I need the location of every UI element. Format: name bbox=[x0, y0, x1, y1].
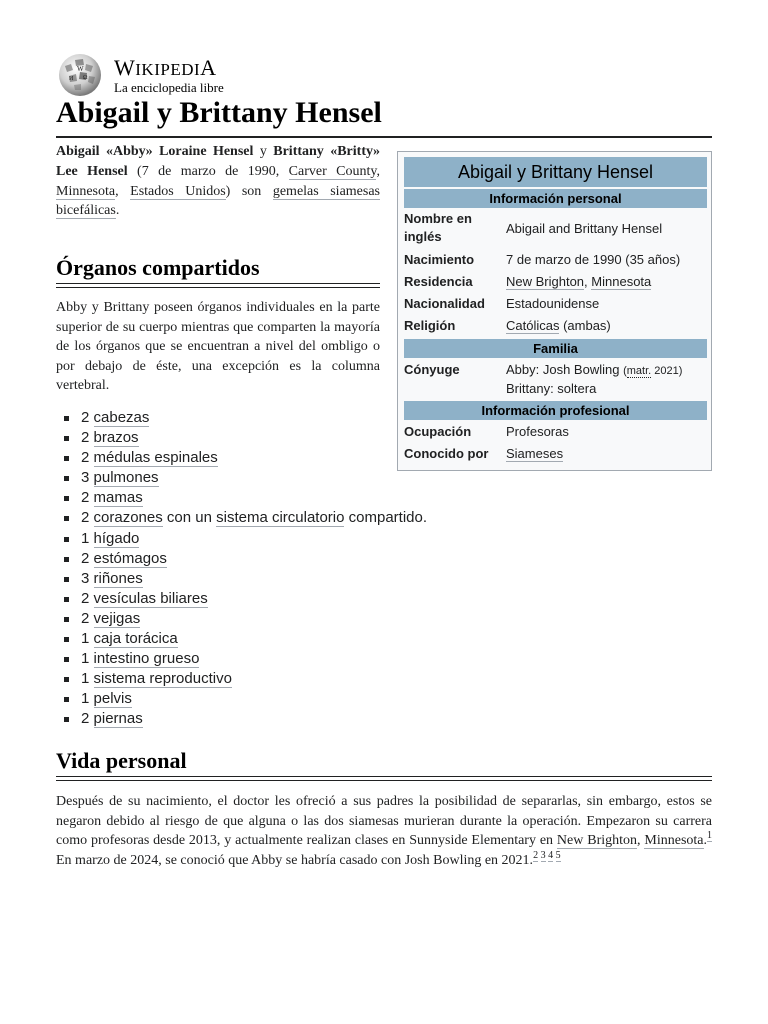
link-estados-unidos[interactable]: Estados Unidos bbox=[130, 183, 226, 199]
vida-text: . bbox=[703, 833, 707, 849]
list-item bbox=[64, 589, 427, 609]
link-siameses[interactable]: Siameses bbox=[506, 446, 564, 461]
list-item bbox=[64, 649, 427, 669]
svg-text:Ω: Ω bbox=[83, 75, 88, 81]
organ-count: 2 bbox=[81, 509, 94, 527]
link-minnesota[interactable]: Minnesota bbox=[644, 833, 704, 849]
organ-link[interactable]: sistema circulatorio bbox=[216, 509, 345, 527]
infobox-value-conocido bbox=[506, 445, 706, 463]
reference-link[interactable]: 4 bbox=[548, 849, 554, 861]
organ-count: 1 bbox=[81, 650, 94, 668]
brand-name-tail: IKIPEDI bbox=[135, 59, 201, 79]
organ-count: 2 bbox=[81, 409, 94, 426]
section-divider bbox=[56, 776, 712, 777]
infobox-label-religion: Religión bbox=[404, 318, 456, 333]
organ-link[interactable]: médulas espinales bbox=[93, 449, 218, 467]
infobox-value-suffix: (ambas) bbox=[559, 318, 611, 333]
brand-tagline: La enciclopedia libre bbox=[114, 79, 224, 95]
infobox-section-profesional: Información profesional bbox=[404, 401, 707, 420]
organ-link[interactable]: sistema reproductivo bbox=[93, 670, 232, 688]
link-catolicas[interactable]: Católicas bbox=[506, 318, 560, 333]
list-item bbox=[64, 468, 427, 488]
brand bbox=[114, 54, 224, 95]
organ-link[interactable]: pulmones bbox=[93, 469, 159, 487]
organ-count: 3 bbox=[81, 569, 94, 587]
organ-link[interactable]: hígado bbox=[93, 529, 140, 547]
intro-text: (7 de marzo de 1990, bbox=[127, 163, 289, 179]
organ-count: 1 bbox=[81, 630, 94, 648]
infobox-value-ocupacion: Profesoras bbox=[506, 424, 569, 439]
vida-text: Después de su nacimiento, el doctor les ofreció a sus padres la posibilidad de separarlas, sin embargo, estos se negaron debido al riesgo de que alguna o las dos siamesas murieran durante la operación. Empezaron su carrera como profesoras desde 2013, y actualmente realizan clases en Sunnyside Elementary en bbox=[56, 794, 712, 849]
organ-count: 2 bbox=[81, 489, 94, 507]
subject-name-1: Abigail «Abby» Loraine Hensel bbox=[56, 144, 254, 159]
organ-count: 3 bbox=[81, 469, 94, 487]
link-minnesota[interactable]: Minnesota bbox=[56, 183, 116, 199]
intro-text: , bbox=[376, 163, 380, 179]
bullet-icon bbox=[64, 617, 69, 622]
section-divider bbox=[56, 287, 380, 288]
reference-link[interactable]: 2 bbox=[533, 849, 539, 861]
organ-count: 2 bbox=[81, 609, 94, 627]
organ-link[interactable]: vejigas bbox=[93, 609, 141, 627]
infobox-value-residencia bbox=[506, 273, 706, 291]
link-new-brighton[interactable]: New Brighton bbox=[506, 274, 585, 289]
bullet-icon bbox=[64, 416, 69, 421]
organ-link[interactable]: corazones bbox=[93, 509, 163, 527]
list-item bbox=[64, 488, 427, 508]
organ-link[interactable]: caja torácica bbox=[93, 630, 178, 648]
infobox bbox=[397, 151, 712, 471]
list-item bbox=[64, 549, 427, 569]
infobox-label-nacionalidad: Nacionalidad bbox=[404, 296, 485, 311]
site-header bbox=[55, 52, 224, 98]
infobox-value-nacimiento: 7 de marzo de 1990 (35 años) bbox=[506, 252, 681, 267]
organ-link[interactable]: mamas bbox=[93, 489, 143, 507]
infobox-title: Abigail y Brittany Hensel bbox=[404, 157, 707, 187]
marriage-abbr: matr. bbox=[626, 365, 652, 377]
organ-list bbox=[64, 408, 427, 730]
infobox-value-conyuge bbox=[506, 361, 706, 398]
marriage-year: 2021 bbox=[651, 365, 679, 377]
organ-link[interactable]: intestino grueso bbox=[93, 650, 200, 668]
paren: ) bbox=[678, 365, 683, 377]
svg-text:W: W bbox=[77, 65, 84, 73]
section-divider bbox=[56, 780, 712, 781]
organ-count: 2 bbox=[81, 589, 94, 607]
organ-count: 2 bbox=[81, 549, 94, 567]
list-item bbox=[64, 709, 427, 729]
reference-1[interactable] bbox=[707, 830, 712, 842]
list-item bbox=[64, 408, 427, 428]
infobox-value-religion bbox=[506, 317, 706, 335]
wikipedia-globe-icon[interactable] bbox=[55, 52, 105, 98]
list-item bbox=[64, 609, 427, 629]
reference-link[interactable]: 1 bbox=[707, 830, 712, 842]
organ-link[interactable]: pelvis bbox=[93, 690, 132, 708]
organ-count: 2 bbox=[81, 449, 94, 467]
reference-link[interactable]: 5 bbox=[555, 849, 561, 861]
organ-link[interactable]: piernas bbox=[93, 710, 143, 728]
conyuge-text: Abby: Josh Bowling bbox=[506, 362, 624, 377]
link-bicefalicas[interactable]: bicefálicas bbox=[56, 203, 116, 219]
bullet-icon bbox=[64, 637, 69, 642]
list-item bbox=[64, 629, 427, 649]
organ-suffix: con un bbox=[162, 509, 217, 527]
bullet-icon bbox=[64, 436, 69, 441]
infobox-label-ocupacion: Ocupación bbox=[404, 424, 472, 439]
organ-count: 1 bbox=[81, 529, 94, 547]
infobox-label-residencia: Residencia bbox=[404, 274, 473, 289]
infobox-label-nombre: Nombre en inglés bbox=[404, 211, 472, 244]
organos-paragraph: Abby y Brittany poseen órganos individuales en la parte superior de su cuerpo mientras que comparten la mayoría de los órganos que se encuentran a nivel del ombligo o por debajo de éste, una excepción es la columna vertebral. bbox=[56, 300, 380, 394]
section-divider bbox=[56, 283, 380, 284]
organ-count: 1 bbox=[81, 670, 94, 688]
list-item bbox=[64, 529, 427, 549]
bullet-icon bbox=[64, 677, 69, 682]
list-item bbox=[64, 689, 427, 709]
list-item bbox=[64, 569, 427, 589]
infobox-label-conyuge: Cónyuge bbox=[404, 362, 460, 377]
bullet-icon bbox=[64, 496, 69, 501]
organ-count: 1 bbox=[81, 690, 94, 708]
list-item bbox=[64, 669, 427, 689]
organ-count: 2 bbox=[81, 710, 94, 728]
title-divider bbox=[56, 136, 712, 138]
infobox-section-familia: Familia bbox=[404, 339, 707, 358]
link-gemelas-siamesas[interactable]: gemelas siamesas bbox=[272, 183, 381, 199]
link-new-brighton[interactable]: New Brighton bbox=[556, 833, 638, 849]
intro-paragraph bbox=[56, 142, 380, 221]
link-carver-county[interactable]: Carver County bbox=[288, 163, 377, 179]
list-item bbox=[64, 508, 427, 528]
section-heading-organos: Órganos compartidos bbox=[56, 255, 260, 280]
intro-text: y bbox=[253, 144, 274, 159]
conyuge-line-1 bbox=[506, 361, 706, 380]
reference-link[interactable]: 3 bbox=[540, 849, 546, 861]
intro-text: ) son bbox=[225, 183, 273, 199]
conyuge-marriage bbox=[623, 365, 682, 378]
infobox-section-personal: Información personal bbox=[404, 189, 707, 208]
vida-paragraph bbox=[56, 792, 712, 870]
conyuge-line-2: Brittany: soltera bbox=[506, 381, 597, 396]
link-minnesota[interactable]: Minnesota bbox=[591, 274, 652, 289]
references-group bbox=[533, 850, 561, 862]
vida-text: , bbox=[637, 833, 645, 849]
organ-suffix: compartido. bbox=[344, 509, 428, 527]
section-heading-vida: Vida personal bbox=[56, 748, 187, 773]
paren: ( bbox=[623, 365, 627, 377]
bullet-icon bbox=[64, 597, 69, 602]
infobox-separator: , bbox=[584, 274, 592, 289]
bullet-icon bbox=[64, 657, 69, 662]
organ-link[interactable]: brazos bbox=[93, 429, 139, 447]
svg-text:И: И bbox=[69, 76, 74, 82]
bullet-icon bbox=[64, 557, 69, 562]
infobox-label-conocido: Conocido por bbox=[404, 446, 489, 461]
organ-link[interactable]: estómagos bbox=[93, 549, 167, 567]
organ-link[interactable]: riñones bbox=[93, 569, 143, 587]
bullet-icon bbox=[64, 516, 69, 521]
subject-name-2: Brittany «Britty» Lee Hensel bbox=[56, 144, 380, 179]
brand-name[interactable]: WIKIPEDIA bbox=[114, 54, 217, 80]
bullet-icon bbox=[64, 577, 69, 582]
bullet-icon bbox=[64, 717, 69, 722]
infobox-value-nacionalidad: Estadounidense bbox=[506, 296, 600, 311]
list-item bbox=[64, 428, 427, 448]
page-title: Abigail y Brittany Hensel bbox=[56, 96, 382, 129]
bullet-icon bbox=[64, 456, 69, 461]
organ-count: 2 bbox=[81, 429, 94, 447]
intro-text: . bbox=[115, 203, 120, 219]
infobox-value-nombre: Abigail and Brittany Hensel bbox=[506, 221, 663, 236]
organ-link[interactable]: vesículas biliares bbox=[93, 589, 208, 607]
intro-text: , bbox=[115, 183, 131, 199]
vida-text: En marzo de 2024, se conoció que Abby se habría casado con Josh Bowling en 2021. bbox=[56, 852, 534, 868]
bullet-icon bbox=[64, 697, 69, 702]
list-item bbox=[64, 448, 427, 468]
bullet-icon bbox=[64, 476, 69, 481]
infobox-label-nacimiento: Nacimiento bbox=[404, 252, 475, 267]
organ-link[interactable]: cabezas bbox=[93, 409, 150, 426]
bullet-icon bbox=[64, 537, 69, 542]
